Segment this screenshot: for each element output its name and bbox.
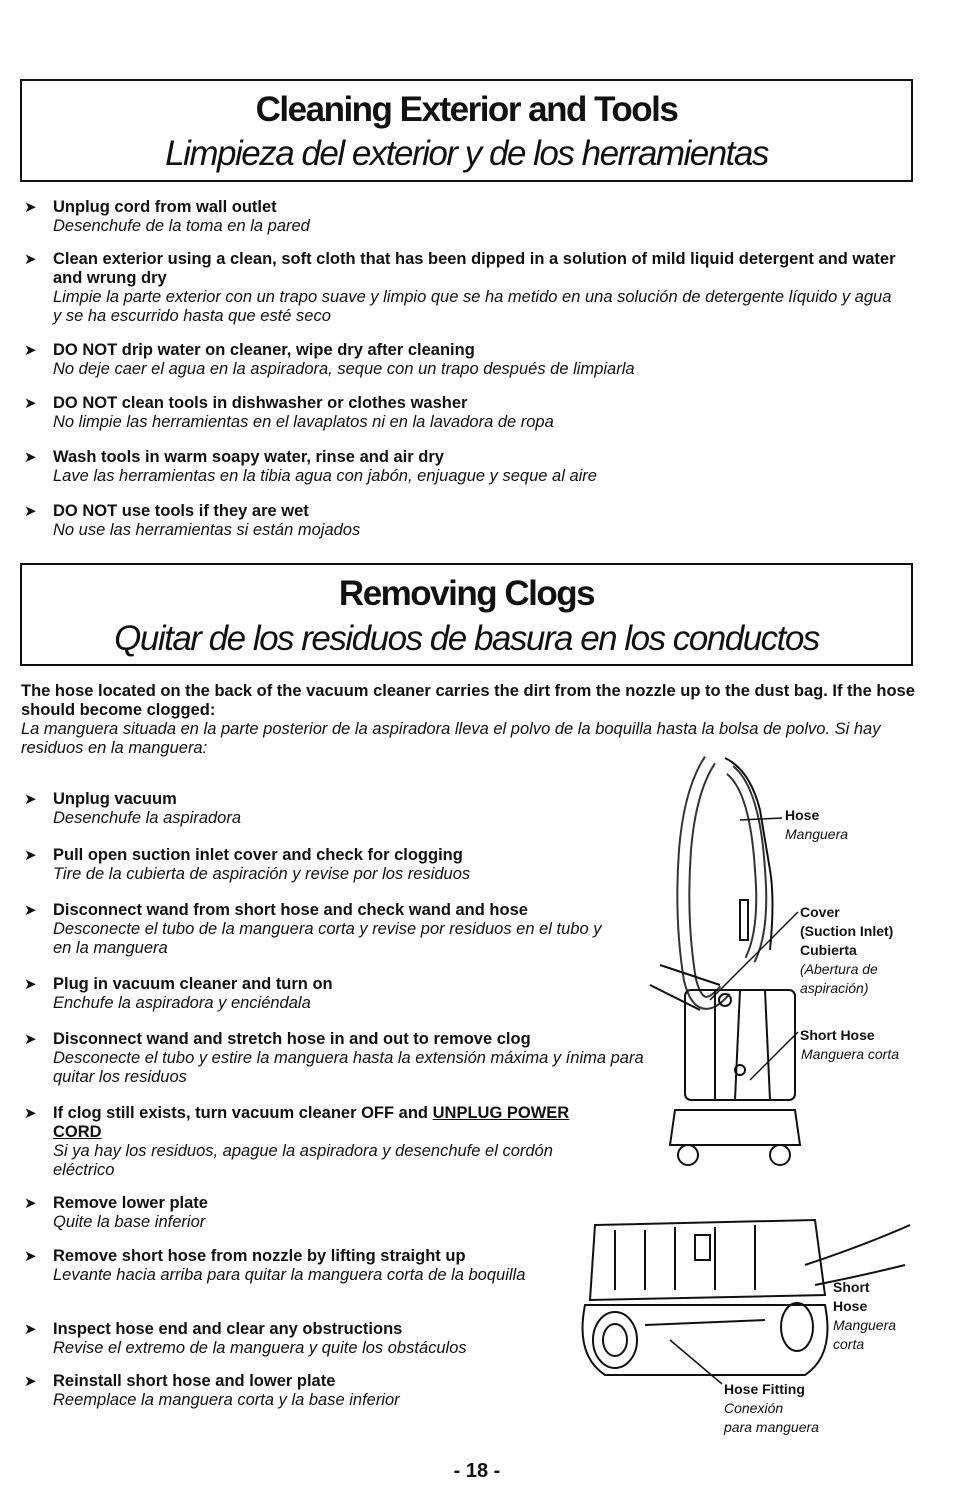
item-en: Wash tools in warm soapy water, rinse and air dry — [53, 448, 444, 466]
arrow-bullet-icon: ➤ — [24, 395, 37, 412]
item-es: No limpie las herramientas en el lavaplatos ni en la lavadora de ropa — [53, 413, 554, 431]
item-en: If clog still exists, turn vacuum cleaner OFF and UNPLUG POWER CORD — [53, 1104, 570, 1141]
item-es: No use las herramientas si están mojados — [53, 521, 361, 539]
item-en: Pull open suction inlet cover and check for clogging — [53, 846, 463, 864]
arrow-bullet-icon: ➤ — [24, 342, 37, 359]
list-item — [24, 846, 470, 884]
arrow-bullet-icon: ➤ — [24, 199, 37, 216]
item-es: Desconecte el tubo de la manguera corta y revise por residuos en el tubo y en la manguera — [53, 920, 602, 957]
item-es: Levante hacia arriba para quitar la manguera corta de la boquilla — [53, 1266, 526, 1284]
callout-lines — [600, 800, 810, 1400]
section-title-en: Removing Clogs — [338, 574, 595, 613]
arrow-bullet-icon: ➤ — [24, 1195, 37, 1212]
list-item — [24, 341, 635, 379]
arrow-bullet-icon: ➤ — [24, 1373, 37, 1390]
item-es: Revise el extremo de la manguera y quite los obstáculos — [53, 1339, 467, 1357]
item-es: Quite la base inferior — [53, 1213, 206, 1231]
item-en: Remove short hose from nozzle by lifting straight up — [53, 1247, 466, 1265]
item-es: Limpie la parte exterior con un trapo suave y limpio que se ha metido en una solución de detergente líquido y agua y se ha escurrido hasta que esté seco — [53, 288, 892, 325]
list-item — [24, 1194, 208, 1232]
unplug-emphasis: UNPLUG POWER CORD — [53, 1104, 570, 1141]
item-en: Reinstall short hose and lower plate — [53, 1372, 336, 1390]
item-en: DO NOT use tools if they are wet — [53, 502, 309, 520]
arrow-bullet-icon: ➤ — [24, 902, 37, 919]
arrow-bullet-icon: ➤ — [24, 503, 37, 520]
intro-en: The hose located on the back of the vacuum cleaner carries the dirt from the nozzle up to the dust bag. If the hose should become clogged: — [21, 682, 915, 719]
label-hose-fitting: Hose Fitting Conexión para manguera — [724, 1381, 819, 1435]
section-header-cleaning — [20, 79, 913, 182]
item-en: Inspect hose end and clear any obstructions — [53, 1320, 403, 1338]
item-es: Lave las herramientas en la tibia agua con jabón, enjuague y seque al aire — [53, 467, 597, 485]
arrow-bullet-icon: ➤ — [24, 1248, 37, 1265]
intro-paragraph — [21, 682, 921, 758]
label-short-hose: Short Hose Manguera corta — [800, 1027, 900, 1062]
item-es: Tire de la cubierta de aspiración y revise por los residuos — [53, 865, 471, 883]
item-en: Disconnect wand and stretch hose in and out to remove clog — [53, 1030, 531, 1048]
arrow-bullet-icon: ➤ — [24, 791, 37, 808]
list-item — [24, 1104, 594, 1180]
item-es: Enchufe la aspiradora y enciéndala — [53, 994, 311, 1012]
item-en: Unplug vacuum — [53, 790, 177, 808]
section-title-es: Limpieza del exterior y de los herramientas — [165, 134, 768, 173]
list-item — [24, 394, 554, 432]
arrow-bullet-icon: ➤ — [24, 1321, 37, 1338]
item-en: Remove lower plate — [53, 1194, 208, 1212]
item-es: Desconecte el tubo y estire la manguera hasta la extensión máxima y ínima para quitar los residuos — [53, 1049, 644, 1086]
item-es: Desenchufe la aspiradora — [53, 809, 242, 827]
item-en: Plug in vacuum cleaner and turn on — [53, 975, 333, 993]
item-es: Si ya hay los residuos, apague la aspiradora y desenchufe el cordón eléctrico — [53, 1142, 553, 1179]
item-es: No deje caer el agua en la aspiradora, seque con un trapo después de limpiarla — [53, 360, 635, 378]
list-item — [24, 198, 310, 236]
arrow-bullet-icon: ➤ — [24, 1105, 37, 1122]
section-header-clogs — [20, 563, 913, 666]
arrow-bullet-icon: ➤ — [24, 449, 37, 466]
arrow-bullet-icon: ➤ — [24, 847, 37, 864]
section-title-en: Cleaning Exterior and Tools — [255, 90, 678, 129]
item-es: Reemplace la manguera corta y la base inferior — [53, 1391, 400, 1409]
list-item — [24, 1247, 564, 1285]
list-item — [24, 448, 597, 486]
list-item — [24, 502, 360, 540]
item-en: Disconnect wand from short hose and check wand and hose — [53, 901, 528, 919]
label-hose: Hose Manguera — [785, 807, 849, 842]
page-number: - 18 - — [453, 1460, 501, 1482]
list-item — [24, 901, 624, 958]
list-item — [24, 1030, 664, 1087]
arrow-bullet-icon: ➤ — [24, 976, 37, 993]
item-en: DO NOT clean tools in dishwasher or clothes washer — [53, 394, 468, 412]
list-item — [24, 250, 904, 326]
list-item — [24, 975, 333, 1013]
item-en: Clean exterior using a clean, soft cloth that has been dipped in a solution of mild liquid detergent and water and wrung dry — [53, 250, 896, 287]
item-en: Unplug cord from wall outlet — [53, 198, 277, 216]
list-item — [24, 1372, 400, 1410]
intro-es: La manguera situada en la parte posterior de la aspiradora lleva el polvo de la boquilla hasta la bolsa de polvo. Si hay residuos en la manguera: — [21, 720, 881, 757]
item-en: DO NOT drip water on cleaner, wipe dry after cleaning — [53, 341, 475, 359]
list-item — [24, 790, 241, 828]
item-es: Desenchufe de la toma en la pared — [53, 217, 310, 235]
list-item — [24, 1320, 467, 1358]
label-short-hose-2: Short Hose Manguera corta — [833, 1279, 897, 1352]
arrow-bullet-icon: ➤ — [24, 251, 37, 268]
arrow-bullet-icon: ➤ — [24, 1031, 37, 1048]
section-title-es: Quitar de los residuos de basura en los conductos — [114, 619, 819, 658]
label-cover: Cover (Suction Inlet) Cubierta (Abertura de aspiración) — [800, 904, 894, 996]
